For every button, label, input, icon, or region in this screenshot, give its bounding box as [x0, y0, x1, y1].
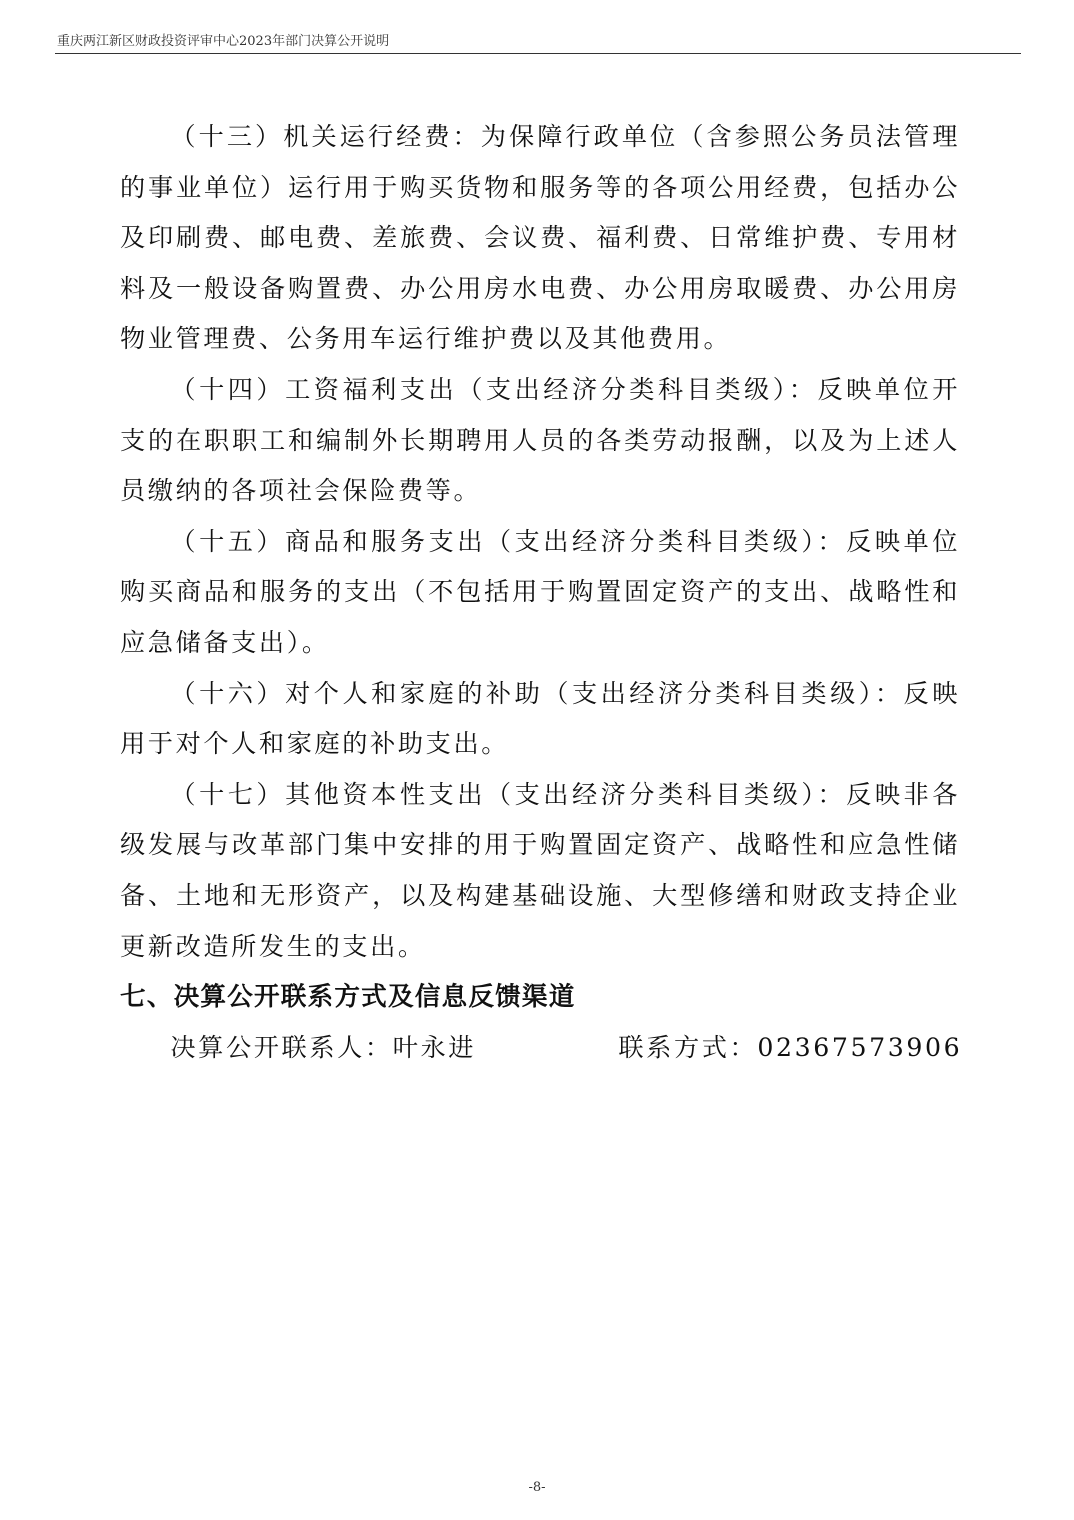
paragraph-15-goods-services: （十五）商品和服务支出（支出经济分类科目类级）：反映单位购买商品和服务的支出（不包括用于购置固定资产的支出、战略性和应急储备支出）。	[120, 526, 960, 657]
paragraph-16-household-subsidies: （十六）对个人和家庭的补助（支出经济分类科目类级）：反映用于对个人和家庭的补助支出。	[120, 678, 960, 759]
section-7-heading: 七、决算公开联系方式及信息反馈渠道	[120, 982, 576, 1013]
paragraph-17-other-capital-expenditure: （十七）其他资本性支出（支出经济分类科目类级）：反映非各级发展与改革部门集中安排的用于购置固定资产、战略性和应急性储备、土地和无形资产，以及构建基础设施、大型修缮和财政支持企业更新改造所发生的支出。	[120, 779, 960, 961]
page-number: -8-	[528, 1480, 546, 1495]
contact-person: 决算公开联系人：叶永进	[170, 1032, 477, 1062]
document-body	[120, 112, 963, 1073]
header-rule	[55, 53, 1021, 54]
paragraph-14-wages-welfare: （十四）工资福利支出（支出经济分类科目类级）：反映单位开支的在职职工和编制外长期聘用人员的各类劳动报酬，以及为上述人员缴纳的各项社会保险费等。	[120, 374, 960, 506]
contact-line	[120, 1023, 963, 1074]
paragraph-13-operating-expenses: （十三）机关运行经费：为保障行政单位（含参照公务员法管理的事业单位）运行用于购买货物和服务等的各项公用经费，包括办公及印刷费、邮电费、差旅费、会议费、福利费、日常维护费、专用材料及一般设备购置费、办公用房水电费、办公用房取暖费、办公用房物业管理费、公务用车运行维护费以及其他费用。	[120, 122, 960, 354]
contact-phone: 联系方式：02367573906	[618, 1032, 963, 1062]
running-header: 重庆两江新区财政投资评审中心2023年部门决算公开说明	[57, 34, 390, 49]
